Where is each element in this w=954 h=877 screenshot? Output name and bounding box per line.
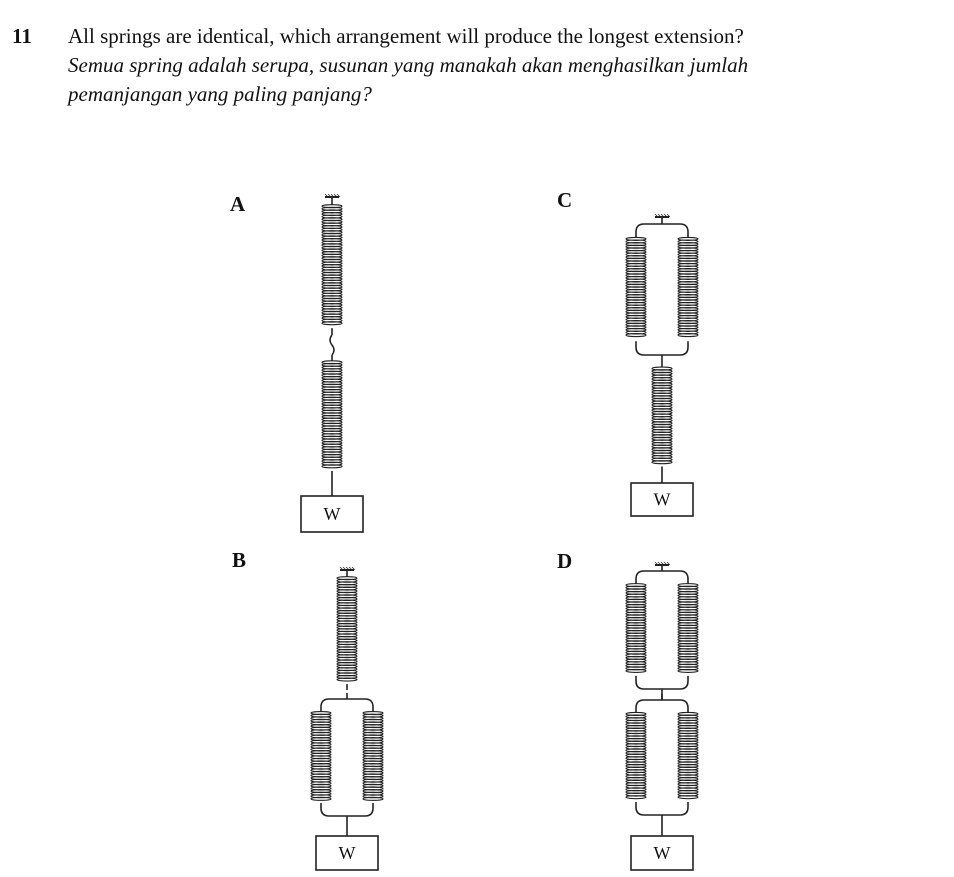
coil-turns (678, 712, 698, 798)
spring-coil (626, 712, 646, 798)
coil-turns (678, 584, 698, 673)
top-yoke (636, 224, 688, 232)
option-b-label: B (232, 548, 247, 572)
question-number: 11 (12, 24, 32, 48)
option-a-label: A (230, 192, 246, 216)
spring-coil (311, 712, 331, 801)
question-text-english: All springs are identical, which arrangement will produce the longest extension? (68, 24, 744, 48)
spring-coil (322, 361, 342, 468)
spring-coil (678, 712, 698, 798)
top-yoke (636, 700, 688, 708)
arrangement-a (301, 194, 363, 532)
question-text-malay-line-2: pemanjangan yang paling panjang? (68, 82, 372, 106)
coil-turns (322, 361, 342, 468)
spring-coil (652, 367, 672, 464)
top-yoke (321, 699, 373, 707)
bottom-yoke (636, 347, 688, 355)
arrangement-b (311, 567, 383, 870)
top-yoke (636, 571, 688, 579)
series-link (330, 335, 334, 355)
spring-coil (322, 205, 342, 325)
coil-turns (626, 584, 646, 673)
spring-coil (678, 584, 698, 673)
bottom-yoke (321, 808, 373, 816)
arrangement-c (626, 214, 698, 516)
weight-label: W (653, 843, 671, 863)
weight-label: W (653, 489, 671, 510)
coil-turns (626, 237, 646, 336)
bottom-yoke (636, 807, 688, 815)
spring-coil (678, 237, 698, 336)
bottom-yoke (636, 681, 688, 689)
coil-turns (678, 237, 698, 336)
spring-coil (337, 577, 357, 681)
spring-coil (363, 712, 383, 801)
coil-turns (337, 577, 357, 681)
option-d-label: D (557, 549, 573, 573)
weight-label: W (323, 504, 341, 524)
coil-turns (363, 712, 383, 801)
arrangement-d (626, 562, 698, 870)
coil-turns (652, 367, 672, 464)
question-text-malay-line-1: Semua spring adalah serupa, susunan yang manakah akan menghasilkan jumlah (68, 53, 749, 77)
coil-turns (311, 712, 331, 801)
coil-turns (626, 712, 646, 798)
spring-coil (626, 237, 646, 336)
weight-label: W (338, 843, 356, 863)
coil-turns (322, 205, 342, 325)
option-c-label: C (557, 188, 573, 212)
spring-coil (626, 584, 646, 673)
